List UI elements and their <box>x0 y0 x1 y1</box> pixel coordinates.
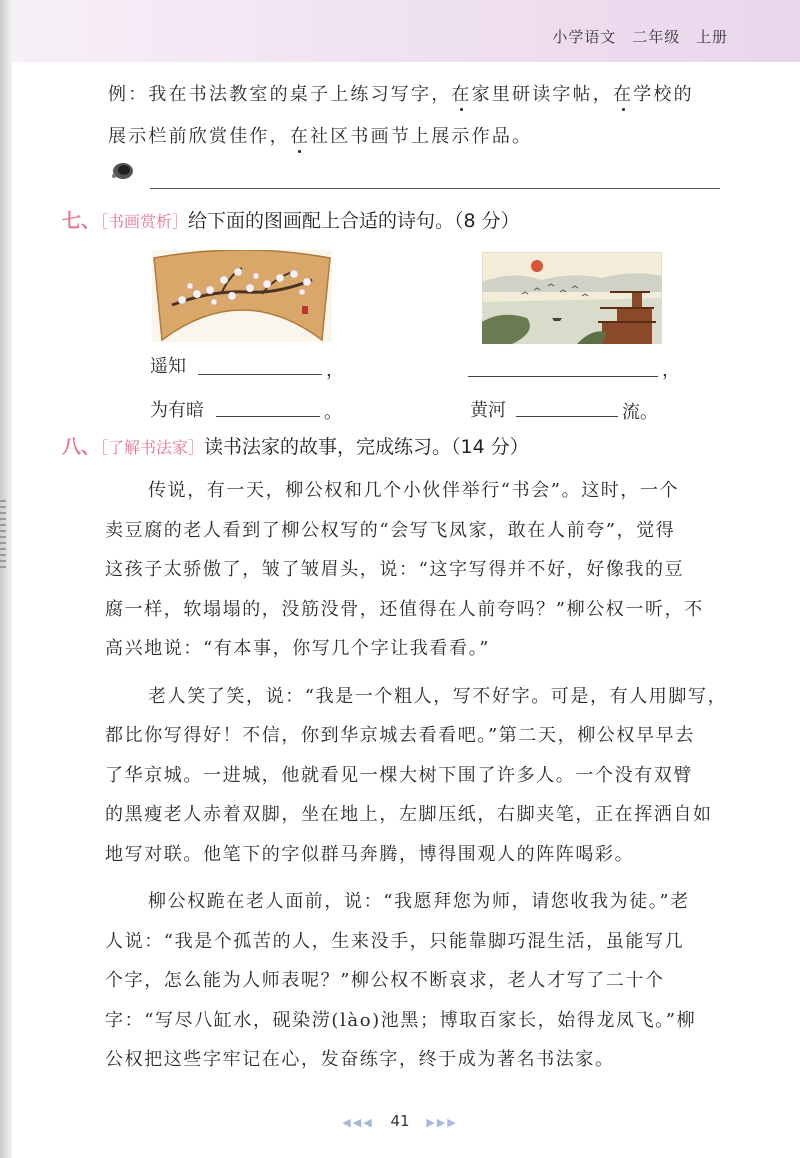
page-header <box>552 26 728 47</box>
section-8-title: 八、［了解书法家］读书法家的故事，完成练习。（14 分） <box>62 436 529 458</box>
section-8-tag: ［了解书法家］ <box>100 438 205 457</box>
poem-left-line-2: 为有暗 <box>150 400 204 421</box>
story-line: 地写对联。他笔下的字似群马奔腾，博得围观人的阵阵喝彩。 <box>105 843 635 865</box>
story-line: 老人笑了笑，说：“我是一个粗人，写不好字。可是，有人用脚写， <box>148 685 728 707</box>
emphasis-word: 在 <box>289 126 311 147</box>
emphasis-word: 在 <box>451 84 472 105</box>
story-line: 都比你写得好！不信，你到华京城去看看吧。”第二天，柳公权早早去 <box>105 725 695 746</box>
header-subject: 小学语文 <box>552 28 617 46</box>
story-line: 这孩子太骄傲了，皱了皱眉头，说：“这字写得并不好，好像我的豆 <box>105 559 685 580</box>
poem-left-line-1: 遥知 <box>150 356 186 377</box>
story-line: 个字，怎么能为人师表呢？”柳公权不断哀求，老人才写了二十个 <box>105 970 665 991</box>
page-binding-edge <box>0 0 12 1158</box>
ink-blot-icon <box>110 160 134 182</box>
header-grade: 二年级 <box>632 28 681 46</box>
header-volume: 上册 <box>695 28 728 46</box>
emphasis-word: 在 <box>613 84 634 105</box>
story-line: 了华京城。一进城，他就看见一棵大树下围了许多人。一个没有双臂 <box>105 764 693 786</box>
story-line: 传说，有一天，柳公权和几个小伙伴举行“书会”。这时，一个 <box>148 480 680 501</box>
page-footer <box>0 1112 800 1130</box>
story-line: 字：“写尽八缸水，砚染涝(lào)池黑；博取百家长，始得龙凤飞。”柳 <box>105 1009 697 1031</box>
story-line: 腐一样，软塌塌的，没筋没骨，还值得在人前夸吗？”柳公权一听，不 <box>105 598 704 620</box>
story-line: 高兴地说：“有本事，你写几个字让我看看。” <box>105 638 491 659</box>
blank-right-1[interactable] <box>468 376 658 377</box>
section-7-tag: ［书画赏析］ <box>100 212 189 231</box>
story-line: 柳公权跪在老人面前，说：“我愿拜您为师，请您收我为徒。”老 <box>148 891 690 912</box>
example-line-1: 例：我在书法教室的桌子上练习写字，在家里研读字帖，在学校的 <box>108 84 694 105</box>
period: 。 <box>324 402 342 423</box>
example-line-2: 展示栏前欣赏佳作，在社区书画节上展示作品。 <box>108 126 533 147</box>
story-line: 的黑瘦老人赤着双脚，坐在地上，左脚压纸，右脚夹笔，正在挥洒自如 <box>105 804 713 825</box>
poem-right-line-2: 黄河 <box>470 400 506 421</box>
blank-left-2[interactable] <box>216 416 320 417</box>
poem-right-suffix: 流。 <box>622 402 658 423</box>
edge-tick-marks <box>0 500 6 570</box>
page-number: 41 <box>390 1112 410 1130</box>
comma: ， <box>326 360 344 381</box>
blank-left-1[interactable] <box>198 374 322 375</box>
right-arrows-icon: ▶▶▶ <box>426 1116 458 1129</box>
answer-line[interactable] <box>150 188 720 189</box>
story-line: 人说：“我是个孤苦的人，生来没手，只能靠脚巧混生活，虽能写几 <box>105 930 685 952</box>
section-7-title: 七、［书画赏析］给下面的图画配上合适的诗句。（8 分） <box>62 210 520 232</box>
story-line: 公权把这些字牢记在心，发奋练字，终于成为著名书法家。 <box>105 1049 615 1070</box>
left-arrows-icon: ◀◀◀ <box>342 1116 374 1129</box>
plum-blossom-fan-painting <box>152 250 332 342</box>
blank-right-2[interactable] <box>516 416 618 417</box>
yellow-crane-tower-painting <box>482 252 662 344</box>
story-line: 卖豆腐的老人看到了柳公权写的“会写飞凤家，敢在人前夸”，觉得 <box>105 519 676 541</box>
comma: ， <box>662 360 680 381</box>
